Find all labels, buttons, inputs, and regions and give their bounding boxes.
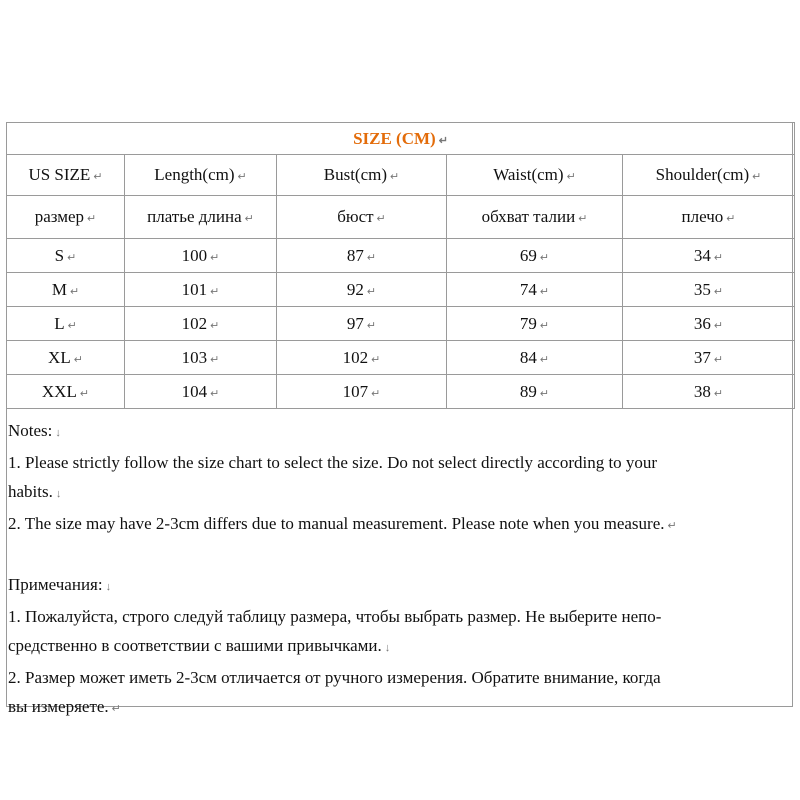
waist-cell: 74 ↵ xyxy=(447,273,623,307)
note-line: 1. Пожалуйста, строго следуй таблицу размера, чтобы выбрать размер. Не выберите непо- xyxy=(8,607,662,626)
note-line: 2. The size may have 2-3cm differs due to manual measurement. Please note when you measure. ↵ xyxy=(8,514,677,533)
size-table xyxy=(6,122,795,409)
header-cell: US SIZE ↵ xyxy=(7,155,125,196)
size-cell: M ↵ xyxy=(7,273,125,307)
header-cell: Length(cm) ↵ xyxy=(125,155,277,196)
bust-cell: 107 ↵ xyxy=(277,375,447,409)
table-title: SIZE (CM) ↵ xyxy=(7,123,795,155)
waist-cell: 79 ↵ xyxy=(447,307,623,341)
waist-cell: 89 ↵ xyxy=(447,375,623,409)
shoulder-cell: 36 ↵ xyxy=(623,307,795,341)
notes-section xyxy=(8,416,790,724)
header-cell-ru: платье длина ↵ xyxy=(125,196,277,239)
length-cell: 101 ↵ xyxy=(125,273,277,307)
note-line: habits. ↓ xyxy=(8,482,62,501)
note-line: 2. Размер может иметь 2-3см отличается от ручного измерения. Обратите внимание, когда xyxy=(8,668,661,687)
table-row xyxy=(7,239,795,273)
shoulder-cell: 37 ↵ xyxy=(623,341,795,375)
size-cell: S ↵ xyxy=(7,239,125,273)
length-cell: 100 ↵ xyxy=(125,239,277,273)
header-cell-ru: бюст ↵ xyxy=(277,196,447,239)
size-cell: XXL ↵ xyxy=(7,375,125,409)
header-cell: Bust(cm) ↵ xyxy=(277,155,447,196)
length-cell: 104 ↵ xyxy=(125,375,277,409)
note-line: вы измеряете. ↵ xyxy=(8,697,121,716)
header-cell: Waist(cm) ↵ xyxy=(447,155,623,196)
header-cell-ru: плечо ↵ xyxy=(623,196,795,239)
table-row xyxy=(7,273,795,307)
header-row-ru xyxy=(7,196,795,239)
waist-cell: 84 ↵ xyxy=(447,341,623,375)
bust-cell: 87 ↵ xyxy=(277,239,447,273)
table-row xyxy=(7,307,795,341)
shoulder-cell: 35 ↵ xyxy=(623,273,795,307)
bust-cell: 97 ↵ xyxy=(277,307,447,341)
shoulder-cell: 34 ↵ xyxy=(623,239,795,273)
bust-cell: 102 ↵ xyxy=(277,341,447,375)
header-cell-ru: размер ↵ xyxy=(7,196,125,239)
note-line: средственно в соответствии с вашими привычками. ↓ xyxy=(8,636,391,655)
table-row xyxy=(7,375,795,409)
size-cell: XL ↵ xyxy=(7,341,125,375)
notes-heading-ru: Примечания: ↓ xyxy=(8,575,112,594)
size-cell: L ↵ xyxy=(7,307,125,341)
shoulder-cell: 38 ↵ xyxy=(623,375,795,409)
table-row xyxy=(7,341,795,375)
bust-cell: 92 ↵ xyxy=(277,273,447,307)
note-line: 1. Please strictly follow the size chart to select the size. Do not select directly according to your xyxy=(8,453,658,472)
header-cell-ru: обхват талии ↵ xyxy=(447,196,623,239)
waist-cell: 69 ↵ xyxy=(447,239,623,273)
length-cell: 102 ↵ xyxy=(125,307,277,341)
notes-heading-en: Notes: ↓ xyxy=(8,421,61,440)
header-row xyxy=(7,155,795,196)
header-cell: Shoulder(cm) ↵ xyxy=(623,155,795,196)
length-cell: 103 ↵ xyxy=(125,341,277,375)
